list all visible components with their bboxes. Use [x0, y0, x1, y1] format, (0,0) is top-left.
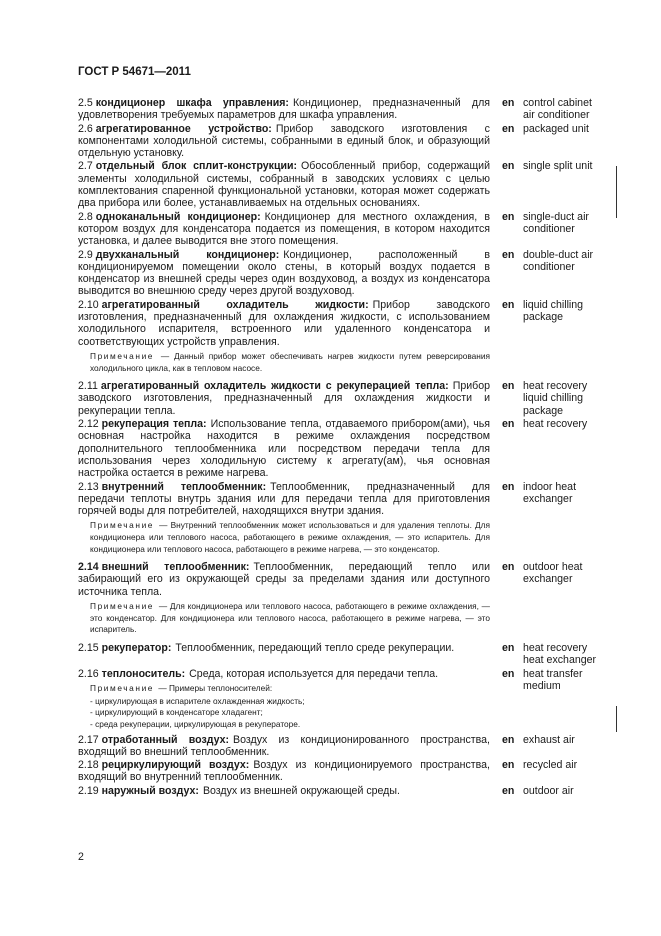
term-title: одноканальный кондиционер:: [95, 210, 261, 223]
term-number: 2.15: [78, 641, 99, 654]
note-2-10: Примечание — Данный прибор может обеспечивать нагрев жидкости путем реверсирования холодильного цикла, как в тепловом насосе.: [90, 350, 490, 373]
term-title: агрегатированный охладитель жидкости:: [101, 298, 369, 311]
language-code: en: [502, 97, 515, 109]
term-definition: [78, 97, 490, 122]
english-equivalent: heat recovery heat exchanger: [523, 641, 597, 667]
term-entry-2-7: [78, 160, 598, 209]
term-title: внутренний теплообменник:: [101, 480, 267, 493]
term-entry-2-18: [78, 759, 598, 784]
note-list-item: - циркулирующий в конденсаторе хладагент;: [90, 707, 263, 718]
note-text: Для кондиционера или теплового насоса, работающего в режиме охлаждения, — это конденсатор. Для кондиционера или теплового насоса, работающего в режиме нагрева, — это испаритель.: [90, 601, 490, 635]
document-header: ГОСТ Р 54671—2011: [78, 66, 191, 78]
english-equivalent: exhaust air: [523, 733, 575, 746]
term-text: Среда, которая используется для передачи тепла.: [189, 667, 439, 680]
term-text: Прибор заводского изготовления с компонентами холодильной системы, собранными в единый блок, и образующий отдельную установку.: [78, 122, 490, 160]
term-list: [78, 97, 598, 798]
term-title: рециркулирующий воздух:: [101, 759, 250, 772]
english-equivalent: heat recovery liquid chilling package: [523, 380, 588, 417]
term-text: Кондиционер, предназначенный для удовлетворения требуемых параметров для шкафа управления.: [78, 97, 490, 122]
language-code: en: [502, 248, 515, 261]
note-label: Примечание: [90, 683, 155, 694]
term-number: 2.12: [78, 418, 99, 431]
english-equivalent: outdoor air: [523, 784, 574, 797]
english-equivalent: double-duct air conditioner: [523, 248, 594, 273]
term-definition: [78, 734, 490, 759]
language-code: en: [502, 210, 515, 223]
term-number: 2.11: [78, 380, 98, 393]
language-code: en: [502, 480, 515, 493]
term-text: Теплообменник, предназначенный для передачи теплоты внутрь здания или для передачи тепла для приготовления горячей воды для потребителей, находящихся внутри здания.: [78, 480, 490, 518]
term-text: Кондиционер, расположенный в кондиционируемом помещении около стены, в который воздух подается в конденсатор из внешней среды через один воздуховод, а воздух из конденсатора выводится во внешнюю среду через другой воздуховод.: [78, 248, 490, 298]
language-code: en: [502, 380, 515, 393]
change-bar: [616, 706, 617, 732]
page-number: 2: [78, 851, 84, 863]
term-entry-2-12: [78, 418, 598, 479]
term-title: агрегатированный охладитель жидкости с рекуперацией тепла:: [100, 380, 449, 393]
term-title: наружный воздух:: [101, 784, 199, 797]
term-entry-2-8: [78, 211, 598, 248]
term-definition: [78, 481, 490, 518]
english-equivalent: heat transfer medium: [523, 667, 583, 693]
term-text: Воздух из кондиционированного пространства, входящий во внешний теплообменник.: [78, 733, 490, 758]
term-title: отработанный воздух:: [101, 733, 230, 746]
term-entry-2-13: [78, 481, 598, 518]
change-bar: [616, 166, 617, 218]
english-equivalent: single split unit: [523, 160, 593, 173]
term-number: 2.14: [78, 561, 99, 574]
term-number: 2.13: [78, 480, 99, 493]
english-equivalent: indoor heat exchanger: [523, 480, 577, 505]
term-number: 2.16: [78, 667, 99, 680]
term-definition: [78, 785, 490, 797]
language-code: en: [502, 122, 515, 135]
term-text: Обособленный прибор, содержащий элементы холодильной системы, собранный в заводских условиях с целью комплектования спаренной функциональной установки, которая может содержать два прибора или более, устанавливаемых на отдельных основаниях.: [78, 160, 490, 210]
term-title: агрегатированное устройство:: [95, 122, 272, 135]
term-definition: [78, 561, 490, 598]
english-equivalent: packaged unit: [523, 122, 589, 135]
term-text: Воздух из внешней окружающей среды.: [202, 784, 400, 797]
note-label: Примечание: [90, 520, 155, 531]
note-label: Примечание: [90, 350, 155, 361]
note-text: Внутренний теплообменник может использоваться и для удаления теплоты. Для кондиционера или теплового насоса, работающего в режиме охлаждения, — это испаритель. Для кондиционера или теплового насоса, работающего в режиме нагрева, — это конденсатор.: [90, 520, 490, 554]
term-text: Теплообменник, передающий тепло среде рекуперации.: [175, 641, 455, 654]
note-2-13: Примечание — Внутренний теплообменник может использоваться и для удаления теплоты. Для кондиционера или теплового насоса, работающего в режиме охлаждения, — это испаритель. Для кондиционера или теплового насоса, работающего в режиме нагрева, — это конденсатор.: [90, 520, 490, 554]
term-number: 2.6: [78, 122, 93, 135]
note-2-16: Примечание — Примеры теплоносителей:: [90, 683, 273, 694]
note-list-item: - циркулирующая в испарителе охлажденная жидкость;: [90, 695, 305, 706]
english-equivalent: outdoor heat exchanger: [523, 561, 583, 586]
term-text: Прибор заводского изготовления, предназначенный для охлаждения жидкости, с использованием холодильного испарителя, встроенного или удаленного конденсатора и соответствующих устройств управления.: [78, 298, 490, 348]
english-equivalent: heat recovery: [523, 418, 588, 431]
term-definition: [78, 211, 490, 248]
language-code: en: [502, 759, 515, 772]
term-definition: [78, 249, 490, 298]
term-title: внешний теплообменник:: [101, 561, 250, 574]
term-number: 2.5: [78, 97, 93, 109]
term-entry-2-15: [78, 642, 598, 667]
term-definition: [78, 299, 490, 348]
note-2-14: Примечание — Для кондиционера или теплового насоса, работающего в режиме охлаждения, — это конденсатор. Для кондиционера или теплового насоса, работающего в режиме нагрева, — это испаритель.: [90, 601, 490, 635]
language-code: en: [502, 784, 515, 797]
term-title: двухканальный кондиционер:: [95, 248, 280, 261]
term-entry-2-14: [78, 561, 598, 598]
language-code: en: [502, 298, 515, 311]
term-text: Воздух из кондиционируемого пространства, входящий во внутренний теплообменник.: [78, 759, 490, 784]
term-title: отдельный блок сплит-конструкции:: [95, 160, 298, 173]
language-code: en: [502, 733, 515, 746]
term-entry-2-19: [78, 785, 598, 797]
language-code: en: [502, 667, 515, 680]
term-entry-2-5: [78, 97, 598, 122]
term-number: 2.17: [78, 733, 99, 746]
term-number: 2.10: [78, 298, 99, 311]
language-code: en: [502, 561, 515, 574]
term-text: Теплообменник, передающий тепло или забирающий его из окружающей среды за пределами здания или доступного источника тепла.: [78, 561, 490, 598]
term-title: рекуперация тепла:: [101, 418, 207, 431]
term-text: Использование тепла, отдаваемого прибором(ами), чья основная настройка находится в режиме охлаждения посредством дополнительного теплообменника или посредством передачи тепла для использования через холодильную систему к агрегату(ам), чья основная настройка остается в режиме нагрева.: [78, 418, 490, 480]
term-title: теплоноситель:: [101, 667, 186, 680]
term-text: Прибор заводского изготовления, предназначенный для охлаждения жидкости и рекуперации тепла.: [78, 380, 490, 417]
term-title: кондиционер шкафа управления:: [95, 97, 289, 109]
term-number: 2.19: [78, 784, 99, 797]
term-number: 2.9: [78, 248, 93, 261]
term-title: рекуператор:: [101, 641, 172, 654]
term-definition: [78, 759, 490, 784]
term-definition: [78, 123, 490, 160]
term-number: 2.18: [78, 759, 99, 772]
note-text: Данный прибор может обеспечивать нагрев жидкости путем реверсирования холодильного цикла, как в тепловом насосе.: [90, 350, 490, 373]
language-code: en: [502, 418, 515, 431]
term-text: Кондиционер для местного охлаждения, в котором воздух для конденсатора подается из помещения, в котором находится установка, и далее выводится вне этого помещения.: [78, 210, 490, 248]
english-equivalent: recycled air: [523, 759, 578, 772]
term-entry-2-10: [78, 299, 598, 348]
term-number: 2.8: [78, 210, 93, 223]
english-equivalent: single-duct air conditioner: [523, 210, 589, 235]
term-entry-2-9: [78, 249, 598, 298]
english-equivalent: liquid chilling package: [523, 298, 584, 324]
term-entry-2-11: [78, 380, 598, 417]
term-definition: [78, 380, 490, 417]
term-entry-2-17: [78, 734, 598, 759]
term-definition: [78, 418, 490, 479]
language-code: en: [502, 641, 515, 654]
term-number: 2.7: [78, 160, 93, 173]
term-definition: [78, 642, 490, 654]
note-label: Примечание: [90, 601, 155, 612]
term-entry-2-6: [78, 123, 598, 160]
language-code: en: [502, 160, 515, 173]
term-definition: [78, 668, 490, 680]
note-list-item: - среда рекуперации, циркулирующая в рекуператоре.: [90, 718, 301, 729]
note-text: Примеры теплоносителей:: [168, 683, 273, 694]
english-equivalent: control cabinet air conditioner: [523, 97, 592, 122]
term-definition: [78, 160, 490, 209]
